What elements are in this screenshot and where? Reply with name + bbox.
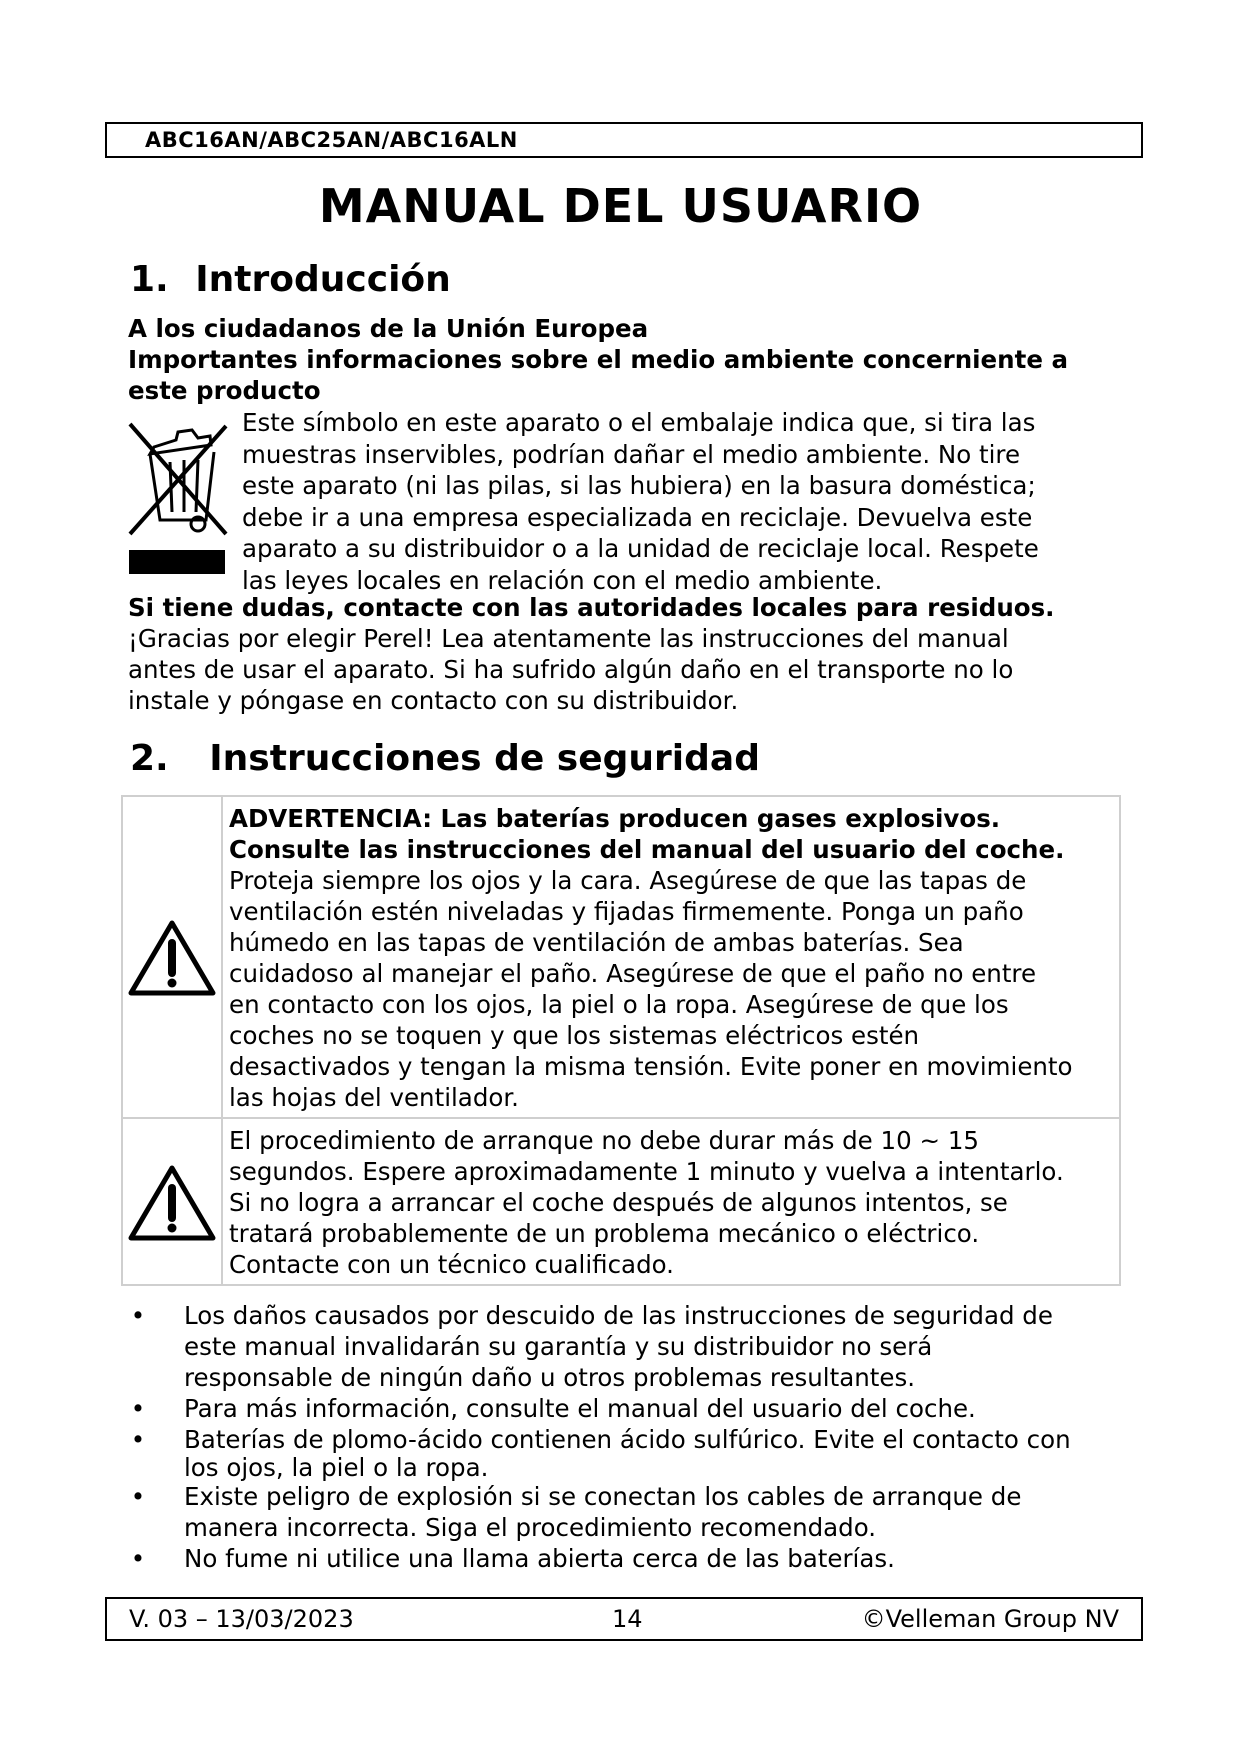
thanks-line: ¡Gracias por elegir Perel! Lea atentamente las instrucciones del manual [128, 624, 1009, 653]
warning-2-line: segundos. Espere aproximadamente 1 minuto y vuelva a intentarlo. [229, 1157, 1064, 1186]
warning-2-line: El procedimiento de arranque no debe durar más de 10 ~ 15 [229, 1126, 980, 1155]
bullet-line: responsable de ningún daño u otros problemas resultantes. [184, 1363, 915, 1392]
warning-1-line: Proteja siempre los ojos y la cara. Asegúrese de que las tapas de [229, 866, 1027, 895]
bullet-dot: • [130, 1544, 146, 1573]
bullet-line: manera incorrecta. Siga el procedimiento recomendado. [184, 1513, 877, 1542]
footer-box [105, 1597, 1143, 1641]
list-item [128, 1424, 1128, 1481]
safety-bullet-list [128, 1300, 1128, 1574]
warning-1-line: cuidadoso al manejar el paño. Asegúrese de que el paño no entre [229, 959, 1037, 988]
section-2-number: 2. [130, 738, 169, 779]
recycle-line: este aparato (ni las pilas, si las hubiera) en la basura doméstica; [242, 471, 1036, 500]
warning-1-line: coches no se toquen y que los sistemas eléctricos estén [229, 1021, 920, 1050]
bullet-line: este manual invalidarán su garantía y su distribuidor no será [184, 1332, 933, 1361]
eu-heading: A los ciudadanos de la Unión Europea [128, 314, 649, 343]
warning-1-bold-line: ADVERTENCIA: Las baterías producen gases explosivos. [229, 804, 1001, 833]
warning-1-line: húmedo en las tapas de ventilación de ambas baterías. Sea [229, 928, 964, 957]
section-2-title: Instrucciones de seguridad [209, 738, 760, 779]
thanks-line: antes de usar el aparato. Si ha sufrido algún daño en el transporte no lo [128, 655, 1014, 684]
warning-1-bold-line: Consulte las instrucciones del manual del usuario del coche. [229, 835, 1065, 864]
section-1-heading [130, 258, 451, 302]
recycle-line: aparato a su distribuidor o a la unidad de reciclaje local. Respete [242, 534, 1039, 563]
warning-row [123, 1119, 1119, 1284]
env-heading: Importantes informaciones sobre el medio ambiente concerniente a este producto [128, 345, 1069, 405]
warning-icon-cell [123, 797, 223, 1117]
warning-2-line: tratará probablemente de un problema mecánico o eléctrico. [229, 1219, 980, 1248]
section-1-title: Introducción [195, 259, 451, 300]
model-numbers: ABC16AN/ABC25AN/ABC16ALN [145, 128, 518, 152]
bullet-line: Existe peligro de explosión si se conectan los cables de arranque de [184, 1482, 1022, 1511]
header-box [105, 122, 1143, 158]
bullet-dot: • [130, 1301, 146, 1330]
bullet-line: No fume ni utilice una llama abierta cerca de las baterías. [184, 1544, 895, 1573]
thanks-paragraph [128, 623, 1128, 716]
footer-version: V. 03 – 13/03/2023 [129, 1605, 354, 1633]
bullet-line: Baterías de plomo-ácido contienen ácido sulfúrico. Evite el contacto con [184, 1425, 1071, 1454]
list-item [128, 1481, 1128, 1543]
warnings-table [121, 795, 1121, 1286]
bullet-dot: • [130, 1482, 146, 1511]
warning-icon-cell [123, 1119, 223, 1284]
section-1-number: 1. [130, 259, 169, 300]
section-2-heading [130, 737, 760, 781]
bullet-dot: • [130, 1425, 146, 1454]
warning-2-line: Contacte con un técnico cualificado. [229, 1250, 674, 1279]
bullet-line: Para más información, consulte el manual del usuario del coche. [184, 1394, 976, 1423]
warning-1-line: desactivados y tengan la misma tensión. Evite poner en movimiento [229, 1052, 1073, 1081]
bullet-line: los ojos, la piel o la ropa. [184, 1453, 489, 1482]
recycle-notice [242, 407, 1142, 596]
page-title: MANUAL DEL USUARIO [318, 179, 923, 233]
warning-1-line: las hojas del ventilador. [229, 1083, 519, 1112]
warning-2-text [223, 1119, 1119, 1284]
warning-1-line: en contacto con los ojos, la piel o la ropa. Asegúrese de que los [229, 990, 1009, 1019]
list-item [128, 1543, 1128, 1574]
warning-row [123, 797, 1119, 1119]
weee-bin-icon [126, 412, 236, 584]
footer-page-number: 14 [612, 1605, 643, 1633]
list-item [128, 1300, 1128, 1393]
recycle-line: las leyes locales en relación con el medio ambiente. [242, 565, 883, 595]
doubts-notice: Si tiene dudas, contacte con las autoridades locales para residuos. [128, 593, 1055, 622]
bullet-line: Los daños causados por descuido de las instrucciones de seguridad de [184, 1301, 1053, 1330]
bullet-dot: • [130, 1394, 146, 1423]
warning-2-line: Si no logra a arrancar el coche después de algunos intentos, se [229, 1188, 1008, 1217]
recycle-line: muestras inservibles, podrían dañar el medio ambiente. No tire [242, 439, 1021, 469]
thanks-line: instale y póngase en contacto con su distribuidor. [128, 686, 739, 715]
warning-1-text [223, 797, 1119, 1117]
warning-triangle-icon [127, 917, 217, 997]
recycle-line: debe ir a una empresa especializada en reciclaje. Devuelva este [242, 502, 1033, 532]
list-item [128, 1393, 1128, 1424]
warning-1-line: ventilación estén niveladas y fijadas firmemente. Ponga un paño [229, 897, 1024, 926]
warning-triangle-icon [127, 1162, 217, 1242]
footer-copyright: ©Velleman Group NV [861, 1605, 1119, 1633]
recycle-line: Este símbolo en este aparato o el embalaje indica que, si tira las [242, 408, 1036, 437]
